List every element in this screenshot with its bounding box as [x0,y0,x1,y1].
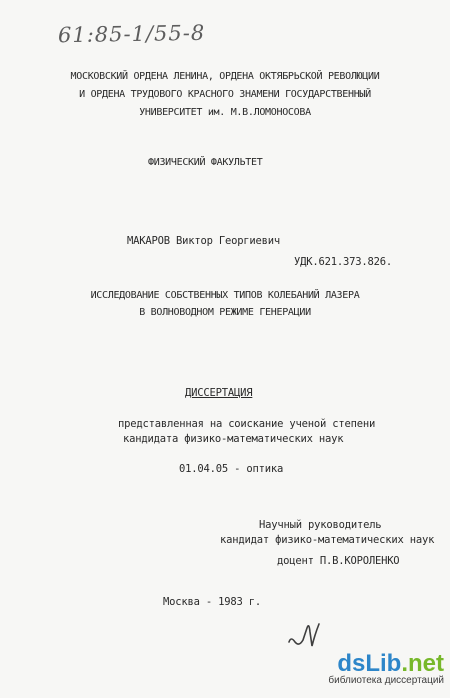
supervisor-line-2: кандидат физико-математических наук [220,534,435,546]
dslib-watermark-logo [314,650,444,690]
university-line-2: И ОРДЕНА ТРУДОВОГО КРАСНОГО ЗНАМЕНИ ГОСУДАРСТВЕННЫЙ [79,89,371,100]
supervisor-line-1: Научный руководитель [259,519,382,531]
specialty: 01.04.05 - оптика [179,463,284,475]
dissertation-heading: ДИССЕРТАЦИЯ [185,387,253,399]
university-line-3: УНИВЕРСИТЕТ им. М.В.ЛОМОНОСОВА [139,107,311,118]
logo-brand-b: .net [401,650,444,677]
faculty-name: ФИЗИЧЕСКИЙ ФАКУЛЬТЕТ [148,157,263,168]
dissertation-line-1: представленная на соискание ученой степени [118,418,376,430]
university-line-1: МОСКОВСКИЙ ОРДЕНА ЛЕНИНА, ОРДЕНА ОКТЯБРЬСКОЙ РЕВОЛЮЦИИ [70,71,380,82]
place-year: Москва - 1983 г. [163,596,261,608]
title-line-1: ИССЛЕДОВАНИЕ СОБСТВЕННЫХ ТИПОВ КОЛЕБАНИЙ ЛАЗЕРА [90,290,360,301]
author-name: МАКАРОВ Виктор Георгиевич [127,235,281,247]
supervisor-line-3: доцент П.В.КОРОЛЕНКО [277,555,400,567]
udc-code: УДК.621.373.826. [294,256,392,268]
title-line-2: В ВОЛНОВОДНОМ РЕЖИМЕ ГЕНЕРАЦИИ [139,307,311,318]
signature-mark [285,612,335,652]
logo-brand-a: dsLib [337,650,402,677]
dissertation-line-2: кандидата физико-математических наук [123,433,344,445]
logo-tagline: библиотека диссертаций [328,675,444,686]
logo-title [337,650,444,678]
handwritten-catalog-number: 61:85-1/55-8 [57,20,206,48]
